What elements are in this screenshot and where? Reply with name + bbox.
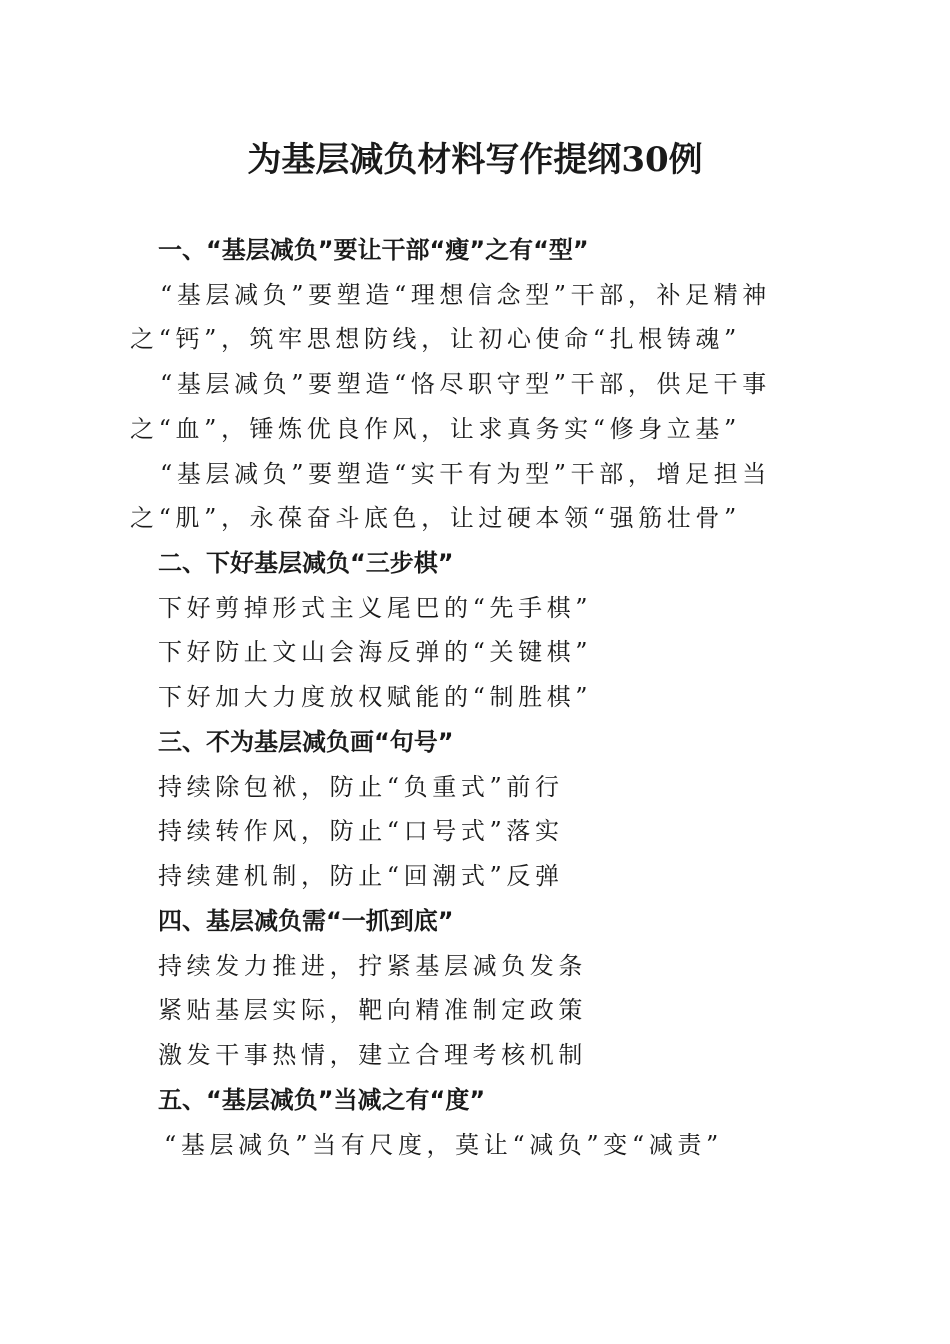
section-heading: 五、“基层减负”当减之有“度” bbox=[158, 1086, 486, 1114]
paragraph: “基层减负”要塑造“理想信念型”干部，补足精神之“钙”，筑牢思想防线，让初心使命“扎根铸魂” bbox=[130, 280, 771, 354]
list-item: 下好剪掉形式主义尾巴的“先手棋” bbox=[158, 593, 593, 622]
list-item: 持续除包袱，防止“负重式”前行 bbox=[158, 772, 564, 801]
section-2 bbox=[130, 541, 830, 720]
list-item: 紧贴基层实际，靶向精准制定政策 bbox=[158, 996, 587, 1025]
paragraph: “基层减负”要塑造“恪尽职守型”干部，供足干事之“血”，锤炼优良作风，让求真务实“修身立基” bbox=[130, 370, 771, 443]
list-item: 下好防止文山会海反弹的“关键棋” bbox=[158, 638, 593, 667]
section-heading: 三、不为基层减负画“句号” bbox=[158, 728, 454, 756]
list-item: 激发干事热情，建立合理考核机制 bbox=[158, 1041, 587, 1070]
section-heading: 二、下好基层减负“三步棋” bbox=[158, 549, 454, 577]
document-title: 为基层减负材料写作提纲30例 bbox=[247, 140, 703, 180]
section-heading: 四、基层减负需“一抓到底” bbox=[158, 907, 454, 935]
list-item: 持续转作风，防止“口号式”落实 bbox=[158, 817, 564, 846]
list-item: 持续建机制，防止“回潮式”反弹 bbox=[158, 862, 564, 891]
list-item: “基层减负”当有尺度，莫让“减负”变“减责” bbox=[164, 1130, 723, 1159]
paragraph: “基层减负”要塑造“实干有为型”干部，增足担当之“肌”，永葆奋斗底色，让过硬本领“强筋壮骨” bbox=[130, 459, 771, 533]
section-heading: 一、“基层减负”要让干部“瘦”之有“型” bbox=[158, 236, 589, 264]
section-5 bbox=[130, 1078, 830, 1167]
section-3 bbox=[130, 720, 830, 899]
list-item: 持续发力推进，拧紧基层减负发条 bbox=[158, 951, 587, 980]
section-4 bbox=[130, 899, 830, 1078]
list-item: 下好加大力度放权赋能的“制胜棋” bbox=[158, 683, 593, 712]
section-1 bbox=[130, 228, 830, 541]
